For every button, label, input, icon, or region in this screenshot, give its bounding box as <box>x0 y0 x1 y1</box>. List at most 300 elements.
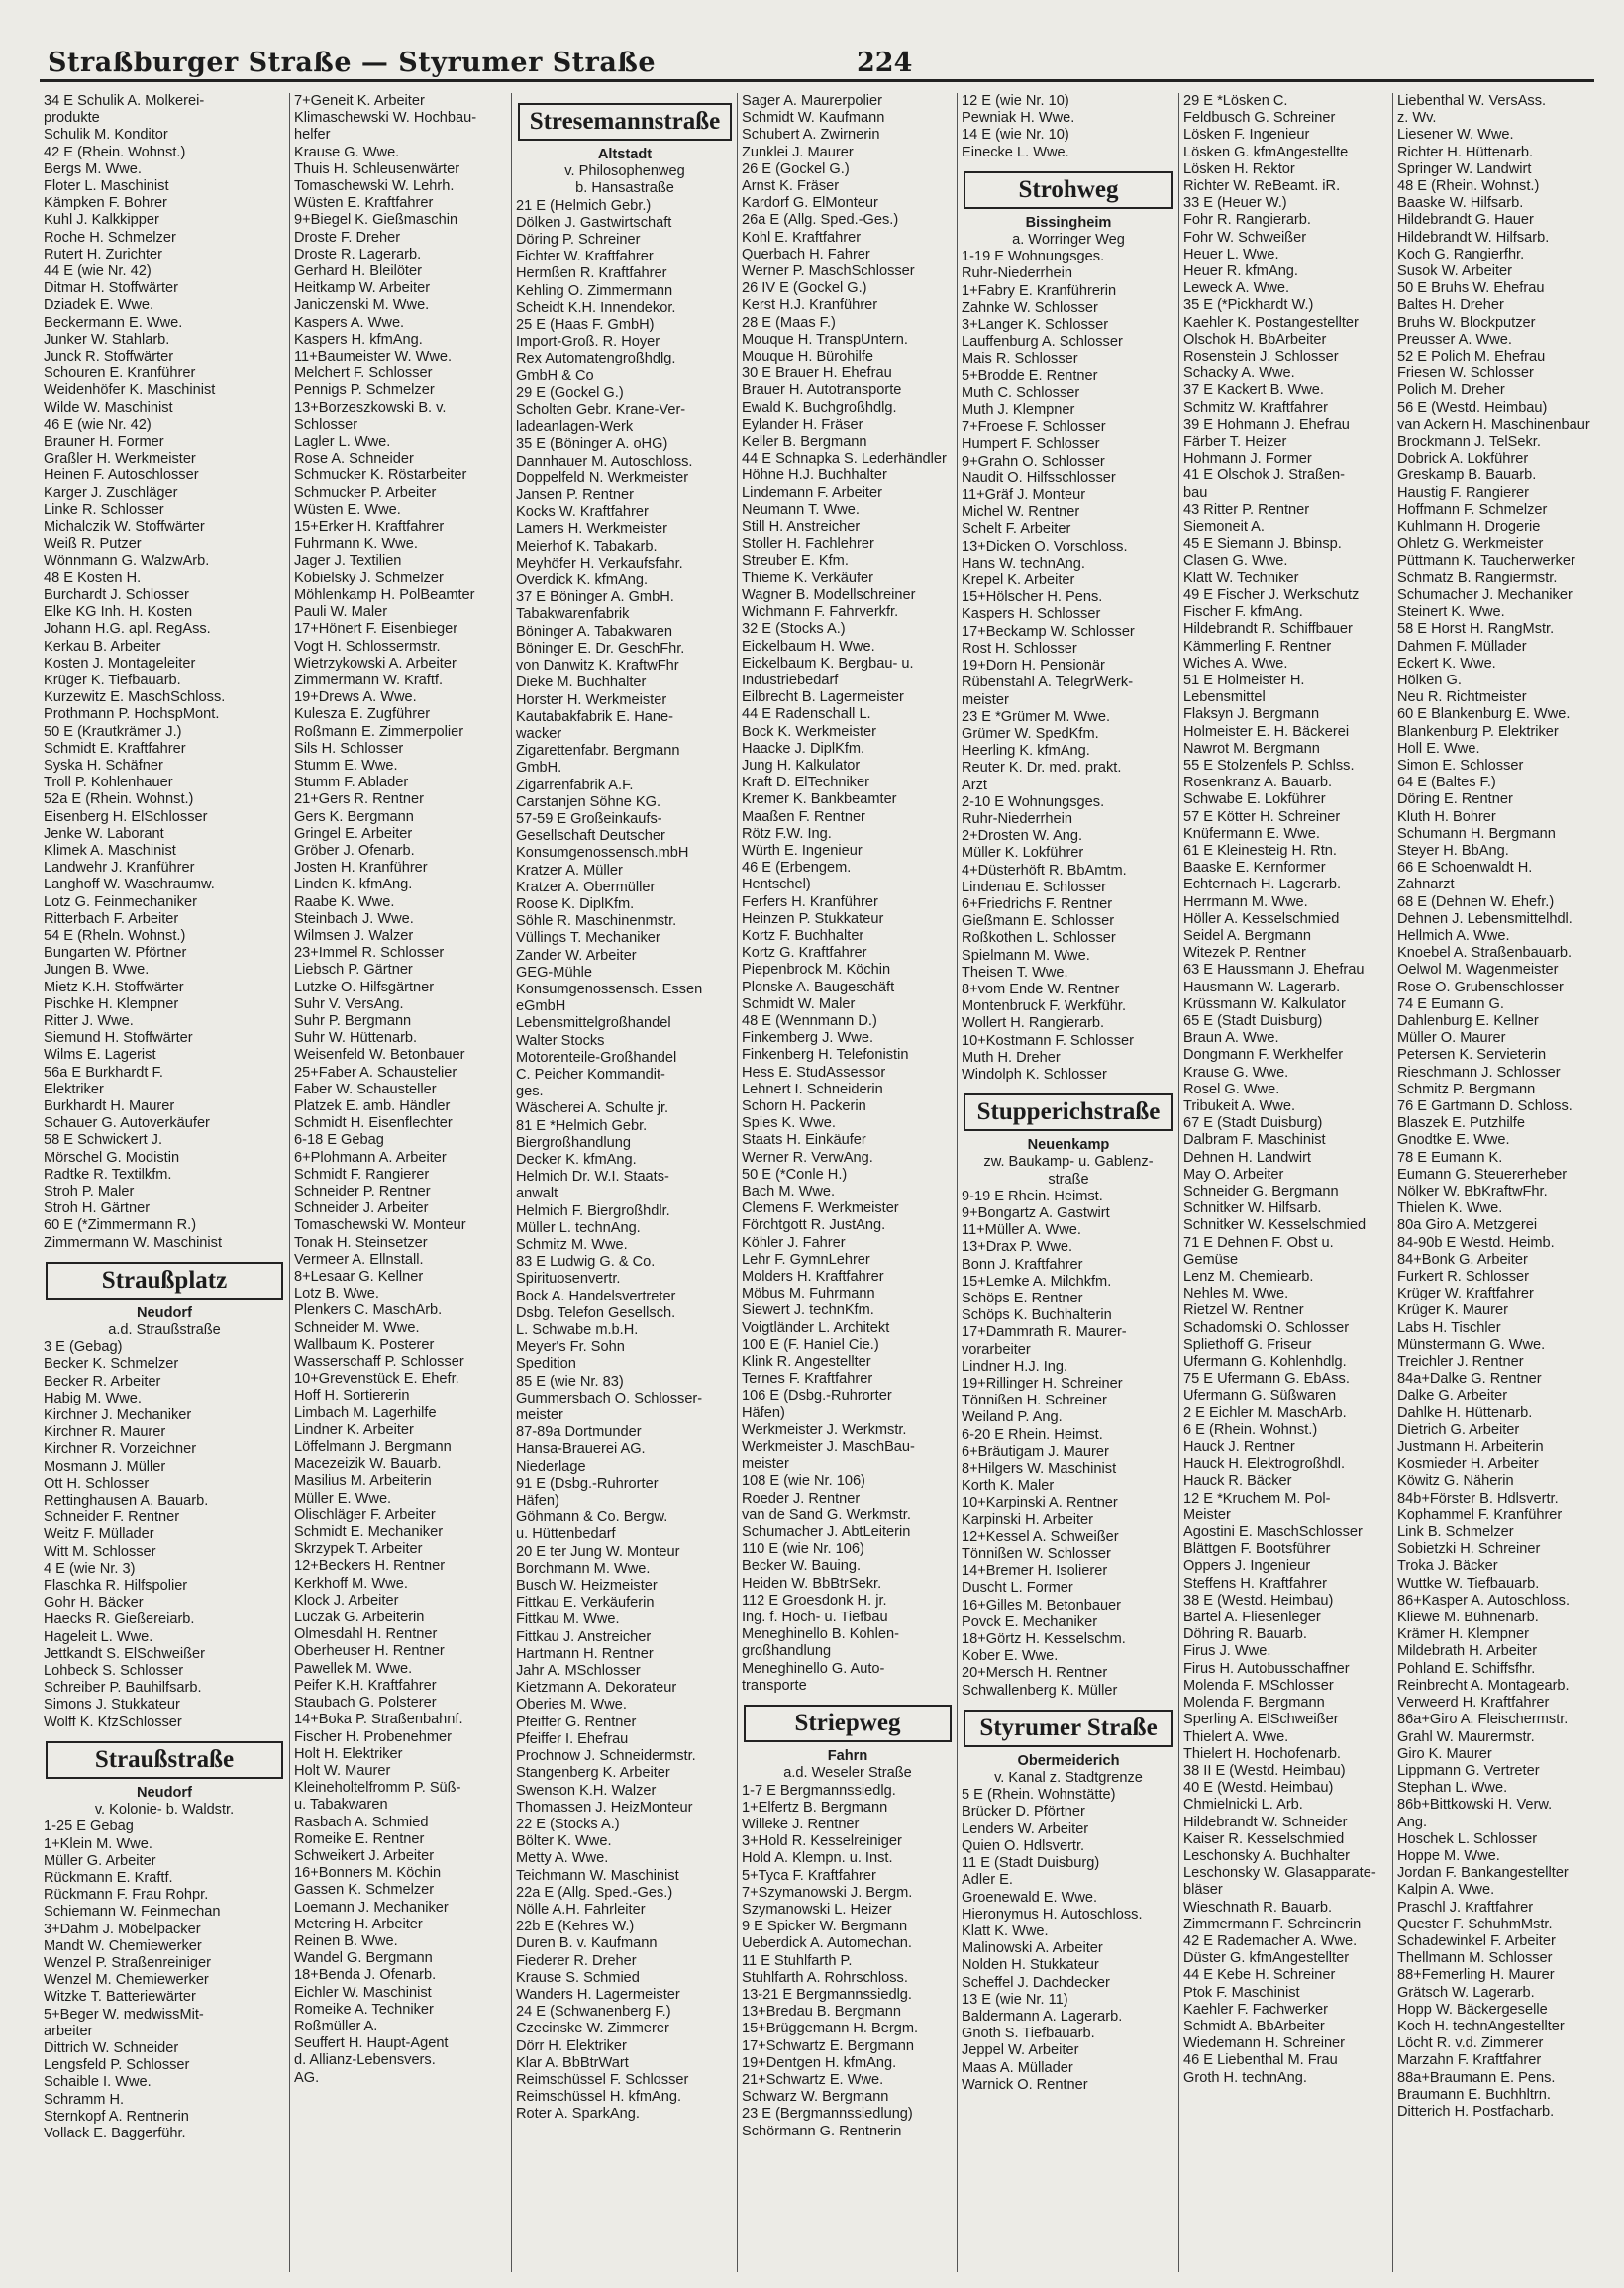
directory-entry: Reuter K. Dr. med. prakt. <box>962 760 1122 777</box>
directory-entry: 19+Dorn H. Pensionär <box>962 658 1105 675</box>
directory-entry: Faber W. Schausteller <box>294 1081 437 1097</box>
directory-entry: Wasserschaff P. Schlosser <box>294 1354 464 1371</box>
directory-entry: 1-25 E Gebag <box>44 1819 134 1835</box>
directory-entry: 25 E (Haas F. GmbH) <box>516 317 655 334</box>
directory-entry: Lebensmittel <box>1183 689 1266 706</box>
directory-entry: Hildebrandt W. Schneider <box>1183 1814 1348 1830</box>
directory-entry: C. Peicher Kommandit- <box>516 1066 665 1083</box>
directory-entry: Herrmann M. Wwe. <box>1183 893 1308 910</box>
directory-entry: Wüsten E. Wwe. <box>294 501 401 518</box>
directory-entry: Söhle R. Maschinenmstr. <box>516 913 677 930</box>
directory-entry: Braun A. Wwe. <box>1183 1030 1279 1047</box>
directory-entry: 67 E (Stadt Duisburg) <box>1183 1115 1323 1132</box>
directory-entry: Nawrot M. Bergmann <box>1183 740 1320 757</box>
directory-entry: 5 E (Rhein. Wohnstätte) <box>962 1787 1116 1804</box>
directory-entry: 14+Boka P. Straßenbahnf. <box>294 1712 463 1728</box>
directory-entry: Grahl W. Maurermstr. <box>1397 1728 1535 1745</box>
directory-entry: Hellmich A. Wwe. <box>1397 927 1510 944</box>
directory-entry: Oberies M. Wwe. <box>516 1697 627 1714</box>
directory-entry: Thielert A. Wwe. <box>1183 1728 1289 1745</box>
directory-entry: Gnodtke E. Wwe. <box>1397 1132 1510 1149</box>
directory-entry: Neumann T. Wwe. <box>742 501 860 518</box>
directory-entry: Doppelfeld N. Werkmeister <box>516 469 689 486</box>
directory-entry: Schulik M. Konditor <box>44 127 168 144</box>
directory-entry: Würth E. Ingenieur <box>742 842 863 859</box>
directory-entry: Meneghinello B. Kohlen- <box>742 1626 900 1643</box>
directory-entry: Böninger E. Dr. GeschFhr. <box>516 640 685 657</box>
directory-entry: 37 E Böninger A. GmbH. <box>516 589 674 606</box>
directory-entry: Agostini E. MaschSchlosser <box>1183 1524 1363 1541</box>
directory-entry: Petersen K. Servieterin <box>1397 1047 1547 1064</box>
directory-entry: Niederlage <box>516 1458 586 1475</box>
directory-entry: Schmitz P. Bergmann <box>1397 1081 1536 1097</box>
directory-entry: Werner P. MaschSchlosser <box>742 263 915 280</box>
directory-entry: 87-89a Dortmunder <box>516 1424 642 1441</box>
directory-entry: Kämpken F. Bohrer <box>44 195 167 212</box>
directory-entry: Neu R. Richtmeister <box>1397 689 1527 706</box>
directory-entry: Masilius M. Arbeiterin <box>294 1473 432 1490</box>
directory-entry: Finkemberg J. Wwe. <box>742 1030 873 1047</box>
directory-entry: Brauer H. Autotransporte <box>742 382 902 399</box>
directory-entry: Döring P. Schreiner <box>516 232 641 249</box>
directory-entry: Gohr H. Bäcker <box>44 1595 144 1612</box>
directory-entry: Ohletz G. Werkmeister <box>1397 536 1544 553</box>
directory-entry: GmbH & Co <box>516 367 594 384</box>
directory-entry: Simons J. Stukkateur <box>44 1697 180 1714</box>
directory-entry: Mandt W. Chemiewerker <box>44 1937 202 1954</box>
directory-entry: Lehnert I. Schneiderin <box>742 1081 883 1097</box>
directory-entry: 17+Dammrath R. Maurer- <box>962 1324 1127 1341</box>
directory-entry: Wenzel M. Chemiewerker <box>44 1972 209 1989</box>
directory-entry: Schmatz B. Rangiermstr. <box>1397 570 1558 586</box>
directory-entry: Sperling A. ElSchweißer <box>1183 1712 1339 1728</box>
district-name: Neudorf <box>137 1304 192 1321</box>
directory-entry: Eilbrecht B. Lagermeister <box>742 689 904 706</box>
directory-entry: 23+Immel R. Schlosser <box>294 945 445 962</box>
directory-entry: 58 E Schwickert J. <box>44 1132 163 1149</box>
directory-entry: Bölter K. Wwe. <box>516 1833 612 1850</box>
directory-entry: Ditterich H. Postfacharb. <box>1397 2103 1555 2120</box>
directory-entry: 42 E (Rhein. Wohnst.) <box>44 144 186 160</box>
directory-entry: Schneider M. Wwe. <box>294 1319 420 1336</box>
directory-entry: May O. Arbeiter <box>1183 1166 1284 1183</box>
directory-entry: bau <box>1183 484 1208 501</box>
directory-entry: 43 Ritter P. Rentner <box>1183 501 1310 518</box>
directory-entry: Förchtgott R. JustAng. <box>742 1217 886 1234</box>
directory-entry: Schmidt A. BbArbeiter <box>1183 2018 1325 2034</box>
directory-entry: Lohbeck S. Schlosser <box>44 1663 184 1680</box>
directory-entry: Dsbg. Telefon Gesellsch. <box>516 1304 676 1321</box>
directory-entry: 51 E Holmeister H. <box>1183 672 1305 688</box>
directory-entry: 1+Klein M. Wwe. <box>44 1835 152 1852</box>
directory-entry: Stangenberg K. Arbeiter <box>516 1765 670 1782</box>
directory-entry: Steffens H. Kraftfahrer <box>1183 1575 1327 1592</box>
directory-entry: Dehnen J. Lebensmittelhdl. <box>1397 910 1573 927</box>
directory-entry: Fischer H. Probenehmer <box>294 1728 452 1745</box>
directory-entry: 2+Drosten W. Ang. <box>962 828 1083 845</box>
district-name: Altstadt <box>597 147 653 162</box>
directory-entry: 44 E Schnapka S. Lederhändler <box>742 451 947 468</box>
directory-entry: Häfen) <box>516 1493 559 1509</box>
directory-entry: Ufermann G. Süßwaren <box>1183 1388 1337 1404</box>
directory-entry: 48 E (Wennmann D.) <box>742 1012 877 1029</box>
district-name: Neuenkamp <box>1027 1137 1110 1154</box>
directory-entry: Jansen P. Rentner <box>516 487 634 504</box>
directory-entry: 63 E Haussmann J. Ehefrau <box>1183 962 1365 979</box>
district-name: Neudorf <box>137 1784 192 1801</box>
directory-entry: 41 E Olschok J. Straßen- <box>1183 468 1346 484</box>
directory-entry: Oberheuser H. Rentner <box>294 1643 445 1660</box>
directory-entry: Bonn J. Kraftfahrer <box>962 1256 1083 1273</box>
directory-entry: Michalczik W. Stoffwärter <box>44 519 205 536</box>
directory-entry: 6 E (Rhein. Wohnst.) <box>1183 1421 1318 1438</box>
district-name: Bissingheim <box>1025 214 1112 231</box>
directory-entry: Overdick K. kfmAng. <box>516 572 649 589</box>
directory-entry: Bungarten W. Pförtner <box>44 945 187 962</box>
directory-entry: 19+Rillinger H. Schreiner <box>962 1376 1123 1393</box>
directory-entry: Stumm E. Wwe. <box>294 757 398 774</box>
directory-entry: Jordan F. Bankangestellter <box>1397 1865 1569 1882</box>
directory-entry: L. Schwabe m.b.H. <box>516 1322 639 1339</box>
directory-entry: Schwabe E. Lokführer <box>1183 791 1326 808</box>
directory-entry: Fiederer R. Dreher <box>516 1952 637 1969</box>
directory-entry: Fuhrmann K. Wwe. <box>294 536 418 553</box>
street-heading: Stupperichstraße <box>964 1093 1173 1131</box>
directory-entry: Schumann H. Bergmann <box>1397 825 1556 842</box>
directory-entry: 76 E Gartmann D. Schloss. <box>1397 1097 1573 1114</box>
directory-entry: Stroh P. Maler <box>44 1184 135 1199</box>
directory-entry: 9+Grahn O. Schlosser <box>962 453 1105 469</box>
directory-entry: 15+Hölscher H. Pens. <box>962 589 1103 606</box>
street-heading: Stresemannstraße <box>518 103 732 141</box>
directory-entry: Schacky A. Wwe. <box>1183 365 1295 382</box>
directory-entry: Häfen) <box>742 1404 785 1421</box>
directory-entry: Knoebel A. Straßenbauarb. <box>1397 945 1573 962</box>
directory-entry: Firus J. Wwe. <box>1183 1643 1271 1660</box>
directory-entry: Decker K. kfmAng. <box>516 1151 637 1168</box>
directory-entry: Hohmann J. Former <box>1183 451 1312 468</box>
directory-entry: 6+Bräutigam J. Maurer <box>962 1443 1109 1460</box>
directory-entry: Gerhard H. Bleilöter <box>294 263 422 280</box>
directory-entry: Weisenfeld W. Betonbauer <box>294 1047 465 1064</box>
directory-entry: Mosmann J. Müller <box>44 1458 166 1475</box>
directory-entry: Rübenstahl A. TelegrWerk- <box>962 675 1134 691</box>
directory-entry: Hölken G. <box>1397 672 1462 688</box>
column-5 <box>957 93 1179 2272</box>
directory-entry: 13+Drax P. Wwe. <box>962 1239 1073 1256</box>
directory-entry: 14 E (wie Nr. 10) <box>962 127 1069 144</box>
directory-entry: Steyer H. BbAng. <box>1397 842 1509 859</box>
directory-entry: 15+Lemke A. Milchkfm. <box>962 1273 1112 1290</box>
directory-entry: Hildebrandt G. Hauer <box>1397 212 1534 229</box>
directory-entry: Preusser A. Wwe. <box>1397 331 1512 348</box>
directory-entry: Johann H.G. apl. RegAss. <box>44 621 211 638</box>
directory-entry: 45 E Siemann J. Bbinsp. <box>1183 536 1342 553</box>
directory-entry: 9 E Spicker W. Bergmann <box>742 1919 908 1935</box>
directory-entry: 46 E Liebenthal M. Frau <box>1183 2052 1338 2069</box>
directory-entry: Roeder J. Rentner <box>742 1490 861 1507</box>
directory-entry: Schauer G. Autoverkäufer <box>44 1115 210 1132</box>
directory-entry: Schweikert J. Arbeiter <box>294 1847 435 1864</box>
directory-entry: Melchert F. Schlosser <box>294 365 433 382</box>
directory-entry: Kraft D. ElTechniker <box>742 775 869 791</box>
directory-entry: 83 E Ludwig G. & Co. <box>516 1254 656 1271</box>
directory-entry: Heerling K. kfmAng. <box>962 743 1090 760</box>
directory-entry: Luczak G. Arbeiterin <box>294 1610 425 1626</box>
directory-entry: 11 E Stuhlfarth P. <box>742 1952 853 1969</box>
directory-entry: Klimaschewski W. Hochbau- <box>294 110 477 127</box>
directory-entry: Kuhl J. Kalkkipper <box>44 212 159 229</box>
directory-entry: Roche H. Schmelzer <box>44 229 176 246</box>
directory-entry: 60 E (*Zimmermann R.) <box>44 1217 197 1234</box>
directory-entry: Hoschek L. Schlosser <box>1397 1830 1538 1847</box>
directory-entry: Helmich F. Biergroßhdlr. <box>516 1202 670 1219</box>
directory-entry: Höhne H.J. Buchhalter <box>742 468 887 484</box>
directory-entry: Löcht R. v.d. Zimmerer <box>1397 2035 1544 2052</box>
directory-entry: Stuhlfarth A. Rohrschloss. <box>742 1969 908 1986</box>
directory-entry: Ewald K. Buchgroßhdlg. <box>742 399 897 416</box>
directory-entry: Holmeister E. H. Bäckerei <box>1183 723 1350 740</box>
directory-entry: Maaßen F. Rentner <box>742 808 865 825</box>
directory-entry: 13+Dicken O. Vorschloss. <box>962 538 1128 555</box>
directory-entry: 12+Kessel A. Schweißer <box>962 1528 1119 1545</box>
directory-entry: Löffelmann J. Bergmann <box>294 1439 452 1456</box>
directory-entry: Weiß R. Putzer <box>44 536 142 553</box>
directory-entry: 110 E (wie Nr. 106) <box>742 1541 864 1558</box>
directory-entry: Krüger W. Kraftfahrer <box>1397 1286 1534 1302</box>
directory-entry: Jenke W. Laborant <box>44 825 164 842</box>
directory-entry: Flaschka R. Hilfspolier <box>44 1578 188 1595</box>
directory-entry: Thielert H. Hochofenarb. <box>1183 1745 1341 1762</box>
directory-entry: 75 E Ufermann G. EbAss. <box>1183 1371 1350 1388</box>
directory-entry: Klink R. Angestellter <box>742 1354 871 1371</box>
directory-entry: Michel W. Rentner <box>962 504 1080 521</box>
directory-entry: Hentschel) <box>742 877 811 893</box>
directory-entry: Krüger K. Maurer <box>1397 1302 1508 1319</box>
directory-entry: Werkmeister J. Werkmstr. <box>742 1421 907 1438</box>
directory-entry: Krepel K. Arbeiter <box>962 572 1075 589</box>
directory-entry: Wandel G. Bergmann <box>294 1950 433 1967</box>
directory-entry: Molders H. Kraftfahrer <box>742 1269 884 1286</box>
directory-entry: Suhr P. Bergmann <box>294 1012 412 1029</box>
directory-entry: Dannhauer M. Autoschloss. <box>516 453 693 469</box>
directory-entry: Droste R. Lagerarb. <box>294 246 422 262</box>
directory-entry: 50 E (*Conle H.) <box>742 1166 848 1183</box>
directory-entry: Kobielsky J. Schmelzer <box>294 570 444 586</box>
directory-entry: 65 E (Stadt Duisburg) <box>1183 1012 1323 1029</box>
directory-entry: 26 IV E (Gockel G.) <box>742 280 867 297</box>
directory-entry: Still H. Anstreicher <box>742 519 861 536</box>
page-title: Straßburger Straße — Styrumer Straße <box>48 48 657 78</box>
directory-entry: Zunklei J. Maurer <box>742 144 854 160</box>
directory-entry: 16+Bonners M. Köchin <box>294 1865 442 1882</box>
directory-entry: helfer <box>294 127 331 144</box>
directory-entry: Lutzke O. Hilfsgärtner <box>294 979 435 995</box>
directory-entry: 84a+Dalke G. Rentner <box>1397 1371 1542 1388</box>
directory-entry: Kratzer A. Obermüller <box>516 879 656 895</box>
directory-entry: 10+Karpinski A. Rentner <box>962 1495 1118 1511</box>
directory-entry: Pfeiffer G. Rentner <box>516 1714 637 1730</box>
directory-entry: Ptok F. Maschinist <box>1183 1984 1300 2001</box>
directory-entry: Stoller H. Fachlehrer <box>742 536 874 553</box>
directory-entry: Döhring R. Bauarb. <box>1183 1626 1307 1643</box>
directory-entry: 100 E (F. Haniel Cie.) <box>742 1336 879 1353</box>
directory-entry: Jeppel W. Arbeiter <box>962 2042 1079 2059</box>
directory-entry: Koch G. Rangierfhr. <box>1397 246 1525 262</box>
directory-entry: Kaspers A. Wwe. <box>294 314 405 331</box>
directory-entry: Grümer W. SpedKfm. <box>962 725 1099 742</box>
directory-entry: Nölle A.H. Fahrleiter <box>516 1901 646 1918</box>
directory-entry: 17+Schwartz E. Bergmann <box>742 2037 914 2054</box>
directory-entry: Schmitz M. Wwe. <box>516 1237 628 1253</box>
street-heading: Straußplatz <box>46 1262 283 1300</box>
directory-entry: 3 E (Gebag) <box>44 1339 123 1356</box>
directory-entry: Kurzewitz E. MaschSchloss. <box>44 689 226 706</box>
directory-entry: Lindenau E. Schlosser <box>962 879 1107 895</box>
directory-entry: Busch W. Heizmeister <box>516 1578 658 1595</box>
directory-entry: Naudit O. Hilfsschlosser <box>962 469 1116 486</box>
directory-entry: Linden K. kfmAng. <box>294 877 413 893</box>
directory-entry: Schumacher J. AbtLeiterin <box>742 1524 911 1541</box>
directory-entry: 66 E Schoenwaldt H. <box>1397 860 1533 877</box>
directory-entry: Gemüse <box>1183 1251 1239 1268</box>
directory-entry: Ternes F. Kraftfahrer <box>742 1371 873 1388</box>
directory-entry: Dieke M. Buchhalter <box>516 675 647 691</box>
directory-entry: Prochnow J. Schneidermstr. <box>516 1748 696 1765</box>
directory-entry: 5+Beger W. medwissMit- <box>44 2006 204 2023</box>
directory-entry: Kober E. Wwe. <box>962 1648 1059 1665</box>
directory-entry: Becker R. Arbeiter <box>44 1373 161 1390</box>
directory-entry: Schwarz W. Bergmann <box>742 2089 889 2106</box>
directory-entry: Eylander H. Fräser <box>742 416 863 433</box>
directory-entry: Ditmar H. Stoffwärter <box>44 280 178 297</box>
directory-entry: Lengsfeld P. Schlosser <box>44 2057 190 2074</box>
directory-entry: 71 E Dehnen F. Obst u. <box>1183 1234 1334 1251</box>
directory-entry: Wietrzykowski A. Arbeiter <box>294 655 457 672</box>
directory-entry: Industriebedarf <box>742 672 839 688</box>
directory-entry: Schlosser <box>294 416 358 433</box>
directory-entry: Romeike E. Rentner <box>294 1830 425 1847</box>
directory-entry: großhandlung <box>742 1643 832 1660</box>
directory-entry: 78 E Eumann K. <box>1397 1149 1503 1166</box>
directory-entry: Droste F. Dreher <box>294 229 401 246</box>
directory-entry: Baldermann A. Lagerarb. <box>962 2008 1123 2025</box>
directory-entry: 7+Geneit K. Arbeiter <box>294 93 425 109</box>
directory-entry: Schramm H. <box>44 2091 125 2108</box>
directory-entry: Susok W. Arbeiter <box>1397 263 1512 280</box>
directory-entry: Kulesza E. Zugführer <box>294 706 431 723</box>
directory-entry: 34 E Schulik A. Molkerei- <box>44 93 205 109</box>
directory-entry: Malinowski A. Arbeiter <box>962 1940 1103 1957</box>
directory-entry: Horster H. Werkmeister <box>516 691 667 708</box>
directory-entry: Nölker W. BbKraftwFhr. <box>1397 1184 1548 1199</box>
directory-entry: Lamers H. Werkmeister <box>516 521 667 538</box>
directory-entry: meister <box>742 1456 789 1473</box>
directory-entry: Sobietzki H. Schreiner <box>1397 1541 1541 1558</box>
directory-entry: Tabakwarenfabrik <box>516 606 630 623</box>
directory-entry: Elektriker <box>44 1081 104 1097</box>
directory-entry: Gröber J. Ofenarb. <box>294 842 415 859</box>
directory-entry: Kaspers H. Schlosser <box>962 606 1101 623</box>
directory-entry: von Danwitz K. KraftwFhr <box>516 658 679 675</box>
directory-entry: 38 E (Westd. Heimbau) <box>1183 1592 1334 1609</box>
directory-entry: Schneider F. Rentner <box>44 1509 180 1526</box>
directory-entry: 2-10 E Wohnungsges. <box>962 793 1105 810</box>
directory-entry: Jung H. Kalkulator <box>742 757 861 774</box>
directory-entry: Rex Automatengroßhdlg. <box>516 351 676 367</box>
directory-entry: Püttmann K. Taucherwerker <box>1397 553 1575 570</box>
directory-entry: Marzahn F. Kraftfahrer <box>1397 2052 1542 2069</box>
directory-entry: Eckert K. Wwe. <box>1397 655 1496 672</box>
directory-entry: 8+Lesaar G. Kellner <box>294 1269 424 1286</box>
directory-entry: Schiemann W. Feinmechan <box>44 1904 221 1921</box>
directory-entry: Witezek P. Rentner <box>1183 945 1306 962</box>
street-extent-note: v. Kolonie- b. Waldstr. <box>94 1802 235 1819</box>
directory-entry: Wallbaum K. Posterer <box>294 1336 435 1353</box>
directory-entry: Blaszek E. Putzhilfe <box>1397 1115 1525 1132</box>
directory-entry: Josten H. Kranführer <box>294 860 428 877</box>
directory-entry: 22 E (Stocks A.) <box>516 1816 620 1832</box>
directory-entry: Hageleit L. Wwe. <box>44 1628 153 1645</box>
directory-entry: produkte <box>44 110 100 127</box>
directory-entry: Kerkhoff M. Wwe. <box>294 1575 408 1592</box>
directory-entry: 13+Bredau B. Bergmann <box>742 2004 902 2021</box>
directory-entry: Kremer K. Bankbeamter <box>742 791 897 808</box>
directory-entry: meister <box>516 1407 563 1424</box>
directory-entry: Roßmüller A. <box>294 2018 378 2034</box>
directory-entry: Olmesdahl H. Rentner <box>294 1626 438 1643</box>
directory-entry: Dehnen H. Landwirt <box>1183 1149 1311 1166</box>
directory-entry: Wäscherei A. Schulte jr. <box>516 1100 669 1117</box>
directory-entry: Stumm F. Ablader <box>294 775 409 791</box>
directory-entry: Lebensmittelgroßhandel <box>516 1015 671 1032</box>
directory-entry: 10+Grevenstück E. Ehefr. <box>294 1371 459 1388</box>
directory-entry: Rieschmann J. Schlosser <box>1397 1064 1561 1081</box>
directory-entry: Zander W. Arbeiter <box>516 947 637 964</box>
column-1 <box>40 93 289 2272</box>
directory-entry: Weiland P. Ang. <box>962 1409 1063 1426</box>
directory-entry: Habig M. Wwe. <box>44 1390 142 1406</box>
directory-entry: ges. <box>516 1084 544 1100</box>
directory-entry: Rasbach A. Schmied <box>294 1814 429 1830</box>
directory-entry: Gnoth S. Tiefbauarb. <box>962 2026 1095 2042</box>
directory-entry: 57-59 E Großeinkaufs- <box>516 810 662 827</box>
directory-entry: Jungen B. Wwe. <box>44 962 150 979</box>
directory-entry: Vollack E. Baggerführ. <box>44 2125 186 2141</box>
directory-entry: Scholten Gebr. Krane-Ver- <box>516 402 686 419</box>
directory-entry: Spielmann M. Wwe. <box>962 947 1090 964</box>
directory-entry: Justmann H. Arbeiterin <box>1397 1439 1544 1456</box>
directory-entry: u. Tabakwaren <box>294 1797 388 1814</box>
directory-entry: Wönnmann G. WalzwArb. <box>44 553 210 570</box>
directory-entry: Hauck H. Elektrogroßhdl. <box>1183 1456 1346 1473</box>
directory-entry: Eickelbaum H. Wwe. <box>742 638 875 655</box>
directory-entry: 28 E (Maas F.) <box>742 314 836 331</box>
directory-entry: Wolff K. KfzSchlosser <box>44 1714 182 1730</box>
district-name: Obermeiderich <box>1017 1752 1120 1769</box>
directory-entry: Friesen W. Schlosser <box>1397 365 1534 382</box>
directory-entry: Lösken H. Rektor <box>1183 160 1295 177</box>
directory-entry: Stephan L. Wwe. <box>1397 1780 1508 1797</box>
directory-entry: Heiden W. BbBtrSekr. <box>742 1575 882 1592</box>
directory-entry: Kratzer A. Müller <box>516 862 623 879</box>
directory-entry: Povck E. Mechaniker <box>962 1613 1098 1630</box>
directory-entry: Vermeer A. Ellnstall. <box>294 1251 424 1268</box>
directory-entry: Schneider P. Rentner <box>294 1184 431 1199</box>
directory-entry: Vogt H. Schlossermstr. <box>294 638 441 655</box>
directory-entry: Plonske A. Baugeschäft <box>742 979 895 995</box>
directory-entry: Schöps E. Rentner <box>962 1291 1083 1306</box>
